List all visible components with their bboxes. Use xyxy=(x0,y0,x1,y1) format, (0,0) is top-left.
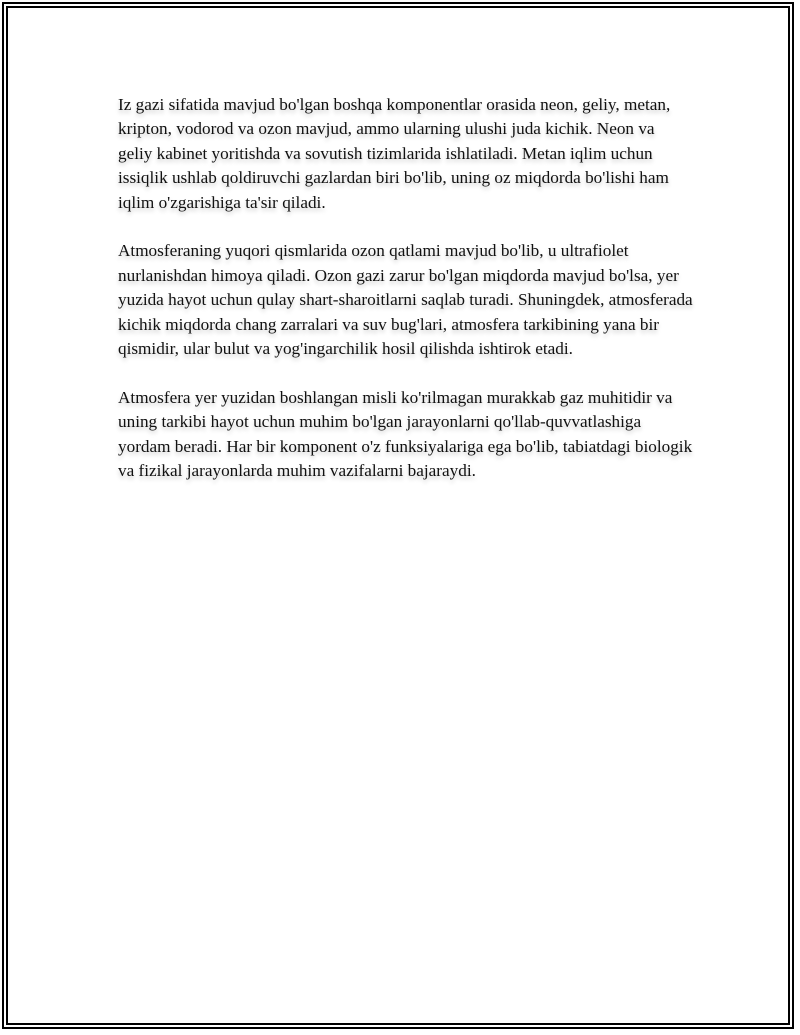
document-body xyxy=(118,93,693,508)
paragraph-2: Atmosferaning yuqori qismlarida ozon qatlami mavjud bo'lib, u ultrafiolet nurlanishdan himoya qiladi. Ozon gazi zarur bo'lgan miqdorda mavjud bo'lsa, yer yuzida hayot uchun qulay shart-sharoitlarni saqlab turadi. Shuningdek, atmosferada kichik miqdorda chang zarralari va suv bug'lari, atmosfera tarkibining yana bir qismidir, ular bulut va yog'ingarchilik hosil qilishda ishtirok etadi. xyxy=(118,241,693,359)
paragraph-3: Atmosfera yer yuzidan boshlangan misli ko'rilmagan murakkab gaz muhitidir va uning tarkibi hayot uchun muhim bo'lgan jarayonlarni qo'llab-quvvatlashiga yordam beradi. Har bir komponent o'z funksiyalariga ega bo'lib, tabiatdagi biologik va fizikal jarayonlarda muhim vazifalarni bajaraydi. xyxy=(118,387,693,481)
paragraph-1: Iz gazi sifatida mavjud bo'lgan boshqa komponentlar orasida neon, geliy, metan, kripton, vodorod va ozon mavjud, ammo ularning ulushi juda kichik. Neon va geliy kabinet yoritishda va sovutish tizimlarida ishlatiladi. Metan iqlim uchun issiqlik ushlab qoldiruvchi gazlardan biri bo'lib, uning oz miqdorda bo'lishi ham iqlim o'zgarishiga ta'sir qiladi. xyxy=(118,95,671,212)
